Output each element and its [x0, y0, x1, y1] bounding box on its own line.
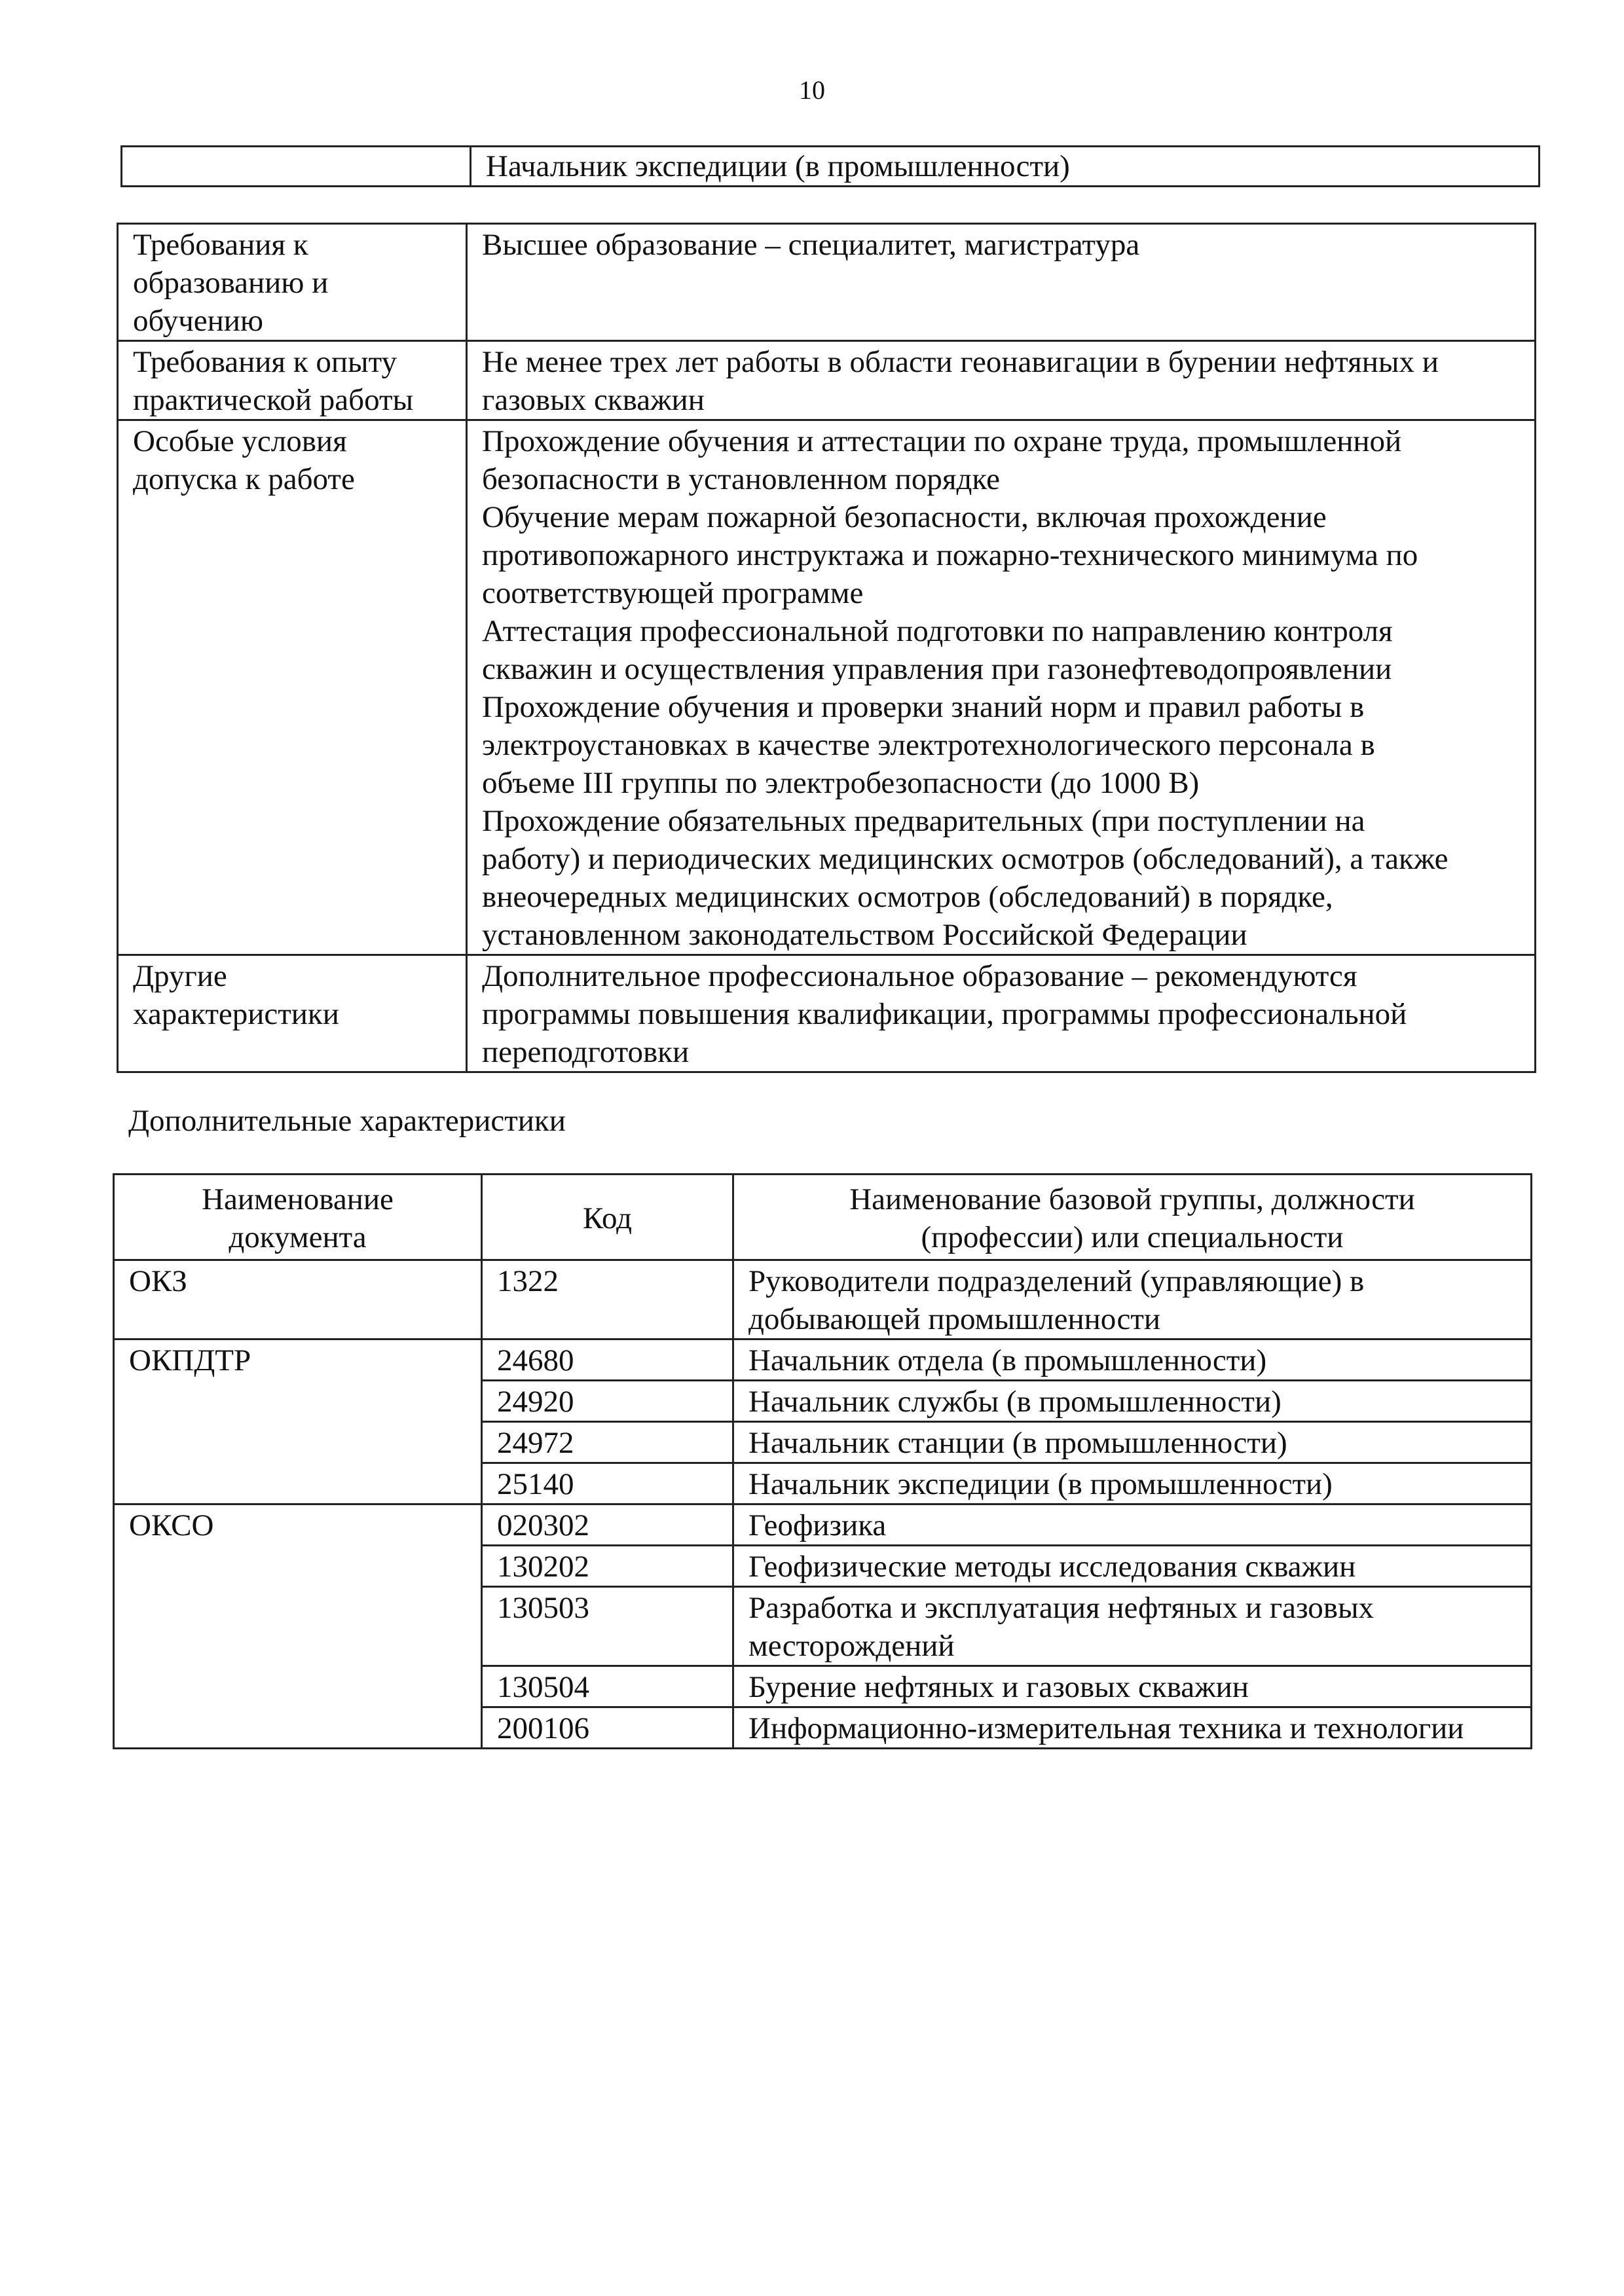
group-name-line: месторождений — [748, 1629, 955, 1663]
group-name-cell — [733, 1260, 1532, 1339]
requirement-value-line: Высшее образование – специалитет, магистратура — [482, 228, 1140, 262]
header-line: (профессии) или специальности — [921, 1220, 1344, 1254]
header-line: Наименование базовой группы, должности — [849, 1182, 1415, 1216]
requirement-label — [118, 955, 467, 1072]
header-code: Код — [482, 1175, 733, 1260]
code-cell: 130503 — [482, 1587, 733, 1666]
group-name-cell — [733, 1381, 1532, 1422]
requirement-value-line: противопожарного инструктажа и пожарно-технического минимума по — [482, 538, 1418, 572]
requirement-value-line: внеочередных медицинских осмотров (обследований) в порядке, — [482, 880, 1333, 914]
requirement-label — [118, 420, 467, 955]
requirement-value-line: Дополнительное профессиональное образование – рекомендуются — [482, 959, 1357, 993]
table-row — [118, 341, 1536, 420]
requirement-value-line: безопасности в установленном порядке — [482, 462, 1000, 496]
requirement-value-line: скважин и осуществления управления при газонефтеводопроявлении — [482, 652, 1392, 686]
code-cell: 24680 — [482, 1339, 733, 1381]
table-header-row — [114, 1175, 1532, 1260]
header-group-name — [733, 1175, 1532, 1260]
group-name-line: Бурение нефтяных и газовых скважин — [748, 1670, 1249, 1704]
group-name-line: Информационно-измерительная техника и технологии — [748, 1711, 1464, 1745]
requirement-label-line: Требования к — [133, 228, 308, 262]
requirement-value-line: Обучение мерам пожарной безопасности, включая прохождение — [482, 500, 1327, 534]
group-name-line: Разработка и эксплуатация нефтяных и газовых — [748, 1591, 1375, 1625]
requirement-value-line: соответствующей программе — [482, 576, 864, 610]
requirement-value — [467, 224, 1536, 341]
requirement-label-line: характеристики — [133, 997, 339, 1031]
job-title-table — [120, 145, 1540, 187]
code-cell: 130202 — [482, 1546, 733, 1587]
requirement-label-line: практической работы — [133, 383, 414, 417]
page-number: 10 — [799, 75, 825, 105]
document-name-cell: ОКЗ — [114, 1260, 482, 1339]
requirement-label-line: обучению — [133, 304, 264, 338]
section-heading: Дополнительные характеристики — [128, 1104, 566, 1138]
group-name-line: Начальник отдела (в промышленности) — [748, 1343, 1267, 1377]
requirement-value-line: объеме III группы по электробезопасности (до 1000 В) — [482, 766, 1200, 800]
group-name-cell — [733, 1422, 1532, 1463]
requirement-label-line: Другие — [133, 959, 227, 993]
group-name-cell — [733, 1707, 1532, 1749]
group-name-line: добывающей промышленности — [748, 1302, 1161, 1336]
document-name-cell: ОКПДТР — [114, 1339, 482, 1504]
code-cell: 020302 — [482, 1504, 733, 1546]
requirement-value — [467, 341, 1536, 420]
table-row — [118, 420, 1536, 955]
group-name-line: Геофизика — [748, 1508, 887, 1542]
code-cell: 1322 — [482, 1260, 733, 1339]
requirement-value — [467, 955, 1536, 1072]
requirement-label-line: Особые условия — [133, 424, 347, 458]
requirements-table — [117, 223, 1536, 1073]
requirement-value-line: программы повышения квалификации, программы профессиональной — [482, 997, 1407, 1031]
code-cell: 130504 — [482, 1666, 733, 1707]
requirement-value — [467, 420, 1536, 955]
requirement-value-line: Прохождение обязательных предварительных (при поступлении на — [482, 804, 1365, 838]
requirement-label-line: Требования к опыту — [133, 345, 397, 379]
requirement-value-line: электроустановках в качестве электротехнологического персонала в — [482, 728, 1375, 762]
requirement-label — [118, 341, 467, 420]
requirement-value-line: установленном законодательством Российской Федерации — [482, 918, 1247, 952]
requirement-value-line: переподготовки — [482, 1035, 690, 1069]
header-document-name — [114, 1175, 482, 1260]
group-name-cell — [733, 1587, 1532, 1666]
requirement-label-line: допуска к работе — [133, 462, 355, 496]
requirement-value-line: газовых скважин — [482, 383, 705, 417]
group-name-line: Руководители подразделений (управляющие) в — [748, 1264, 1365, 1298]
requirement-label — [118, 224, 467, 341]
table-row — [122, 147, 1540, 187]
table-row — [118, 955, 1536, 1072]
requirement-value-line: Аттестация профессиональной подготовки по направлению контроля — [482, 614, 1393, 648]
code-cell: 24920 — [482, 1381, 733, 1422]
additional-characteristics-table — [113, 1173, 1532, 1749]
group-name-line: Геофизические методы исследования скважин — [748, 1550, 1356, 1584]
requirement-value-line: Прохождение обучения и проверки знаний норм и правил работы в — [482, 690, 1365, 724]
title-left-cell — [122, 147, 471, 187]
table-row — [114, 1504, 1532, 1546]
job-title-cell: Начальник экспедиции (в промышленности) — [471, 147, 1540, 187]
group-name-line: Начальник станции (в промышленности) — [748, 1426, 1287, 1460]
requirement-value-line: Прохождение обучения и аттестации по охране труда, промышленной — [482, 424, 1402, 458]
group-name-line: Начальник экспедиции (в промышленности) — [748, 1467, 1333, 1501]
requirement-value-line: работу) и периодических медицинских осмотров (обследований), а также — [482, 842, 1449, 876]
group-name-cell — [733, 1666, 1532, 1707]
document-name-cell: ОКСО — [114, 1504, 482, 1749]
requirement-label-line: образованию и — [133, 266, 329, 300]
group-name-line: Начальник службы (в промышленности) — [748, 1385, 1282, 1419]
group-name-cell — [733, 1339, 1532, 1381]
requirement-value-line: Не менее трех лет работы в области геонавигации в бурении нефтяных и — [482, 345, 1439, 379]
header-line: Наименование — [202, 1182, 394, 1216]
group-name-cell — [733, 1463, 1532, 1504]
header-line: документа — [229, 1220, 367, 1254]
code-cell: 25140 — [482, 1463, 733, 1504]
group-name-cell — [733, 1504, 1532, 1546]
table-row — [118, 224, 1536, 341]
code-cell: 24972 — [482, 1422, 733, 1463]
group-name-cell — [733, 1546, 1532, 1587]
table-row — [114, 1260, 1532, 1339]
code-cell: 200106 — [482, 1707, 733, 1749]
table-row — [114, 1339, 1532, 1381]
